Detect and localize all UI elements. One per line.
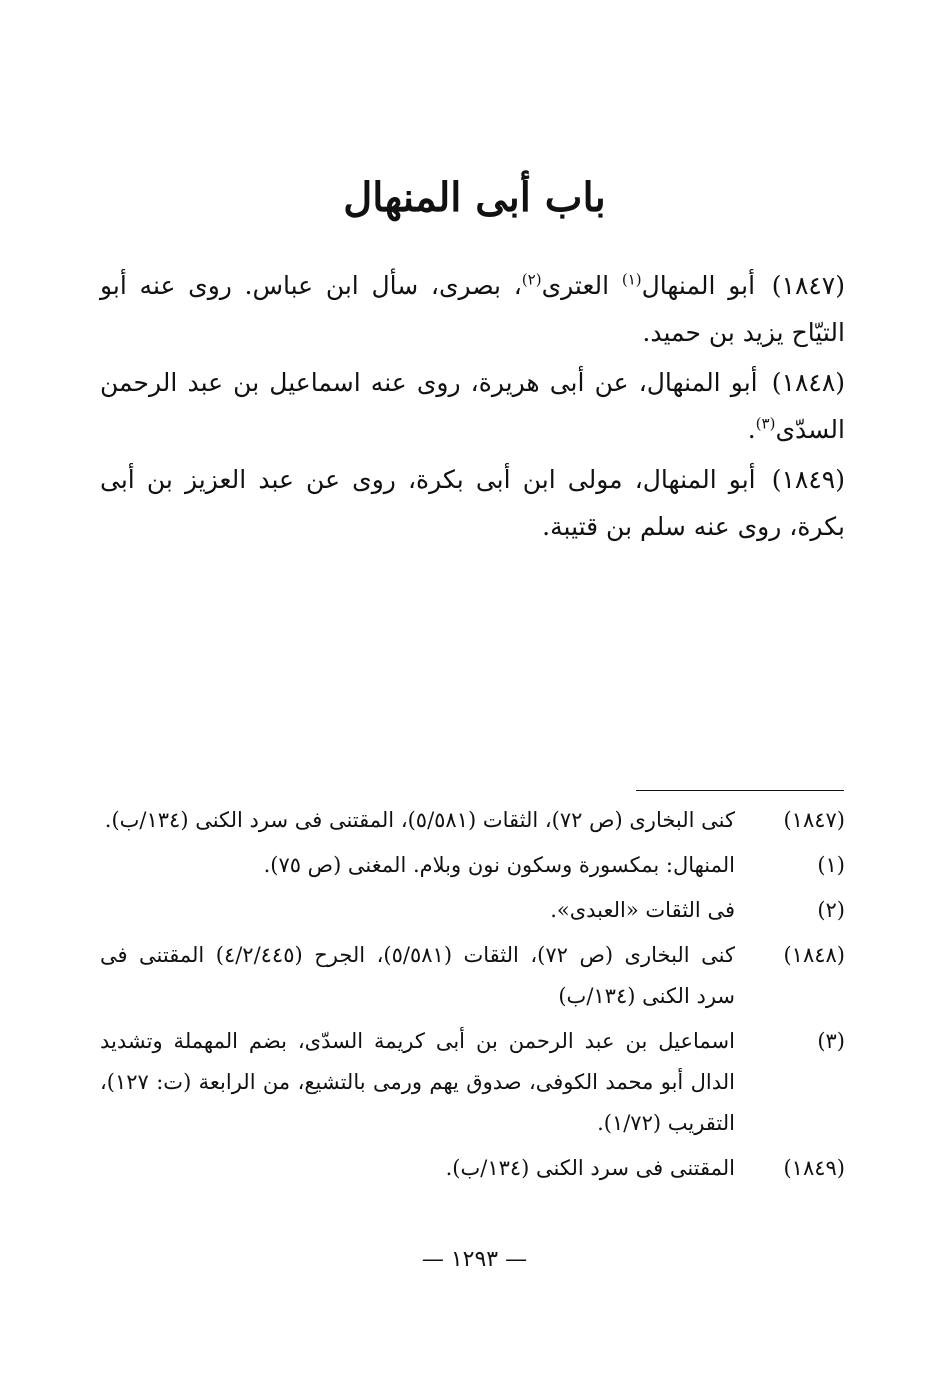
footnote-text: المقتنى فى سرد الكنى (١٣٤/ب). [445,1156,735,1180]
entry-1848 [100,359,845,453]
footnote-ref: (١٨٤٧) [783,808,845,832]
footnote-text: كنى البخارى (ص ٧٢)، الثقات (٥/٥٨١)، الجرح (٤/٢/٤٤٥) المقتنى فى سرد الكنى (١٣٤/ب) [100,943,735,1008]
entry-text: أبو المنهال، مولى ابن أبى بكرة، روى عن عبد العزيز بن أبى بكرة، روى عنه سلم بن قتيبة. [100,465,845,541]
footnotes [100,800,845,1193]
footnote-ref: (١) [817,853,845,877]
footnote-marker: (١) [621,270,642,289]
footnote-ref: (١٨٤٨) [783,943,845,967]
footnote-text: فى الثقات «العبدى». [550,898,735,922]
footnote-text: كنى البخارى (ص ٧٢)، الثقات (٥/٥٨١)، المقتنى فى سرد الكنى (١٣٤/ب). [104,808,735,832]
footnote-1 [100,845,845,886]
main-text [100,262,845,553]
chapter-title: باب أبى المنهال [343,174,606,221]
footnote-1849 [100,1148,845,1189]
entry-text: أبو المنهال [641,271,756,300]
footnote-1848 [100,935,845,1017]
footnote-ref: (٣) [817,1029,845,1053]
entry-1849 [100,456,845,550]
footnote-separator [636,790,844,791]
page-number: — ١٢٩٣ — [421,1247,528,1272]
footnote-ref: (١٨٤٩) [783,1156,845,1180]
footnote-1847 [100,800,845,841]
entry-1847 [100,262,845,356]
entry-text: أبو المنهال، عن أبى هريرة، روى عنه اسماعيل بن عبد الرحمن السدّى [100,368,845,444]
footnote-ref: (٢) [817,898,845,922]
entry-number: (١٨٤٩) [771,465,845,494]
entry-text: . [747,415,756,444]
entry-number: (١٨٤٨) [771,368,846,397]
entry-text: العترى [541,271,610,300]
footnote-marker: (٢) [521,270,542,289]
footnote-marker: (٣) [755,414,776,433]
footnote-text: اسماعيل بن عبد الرحمن بن أبى كريمة السدّى، بضم المهملة وتشديد الدال أبو محمد الكوفى، صدوق يهم ورمى بالتشيع، من الرابعة (ت: ١٢٧)، التقريب (١/٧٢). [100,1029,735,1135]
footnote-text: المنهال: بمكسورة وسكون نون وبلام. المغنى (ص ٧٥). [263,853,735,877]
entry-number: (١٨٤٧) [771,271,845,300]
entry-text: ، بصرى، سأل ابن عباس. روى عنه أبو التيّاح يزيد بن حميد. [100,271,845,347]
footnote-3 [100,1021,845,1144]
footnote-2 [100,890,845,931]
